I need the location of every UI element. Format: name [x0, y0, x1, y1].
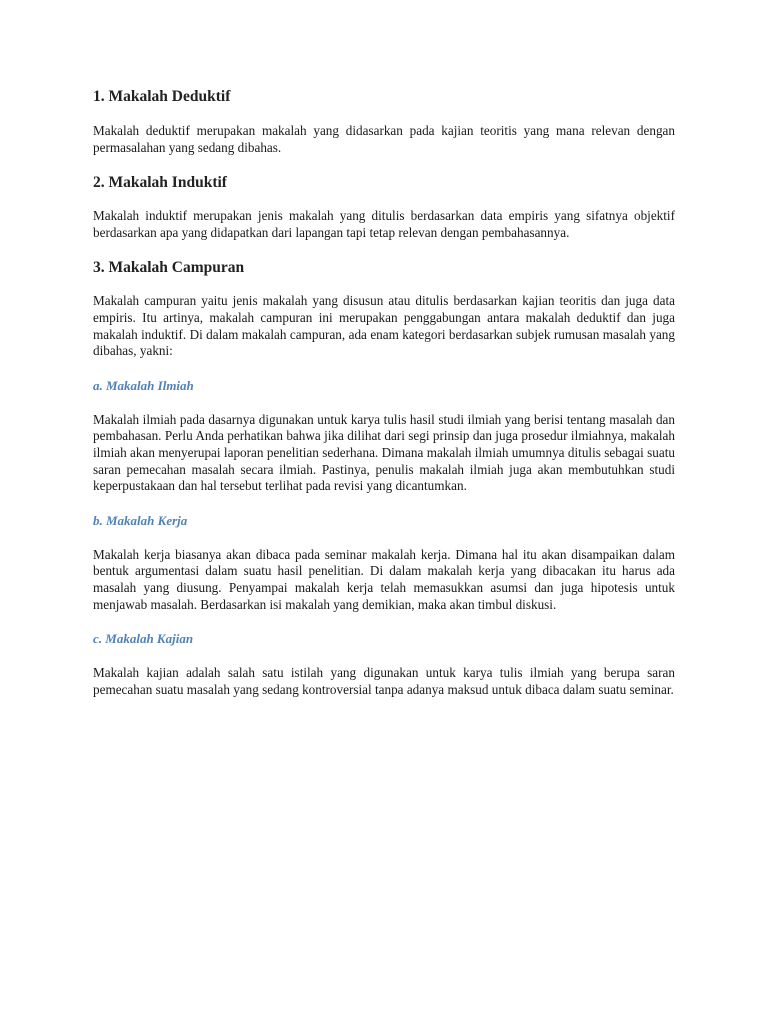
subheading-makalah-kerja: b. Makalah Kerja — [93, 512, 188, 528]
heading-makalah-induktif: 2. Makalah Induktif — [93, 174, 227, 192]
paragraph-makalah-kerja: Makalah kerja biasanya akan dibaca pada seminar makalah kerja. Dimana hal itu akan disampaikan dalam bentuk argumentasi dalam suatu hasil penelitian. Di dalam makalah kerja yang dibacakan itu harus ada masalah yang diusung. Penyampai makalah kerja telah memasukkan asumsi dan juga hipotesis untuk menjawab masalah. Berdasarkan isi makalah yang demikian, maka akan timbul diskusi. — [93, 546, 675, 612]
paragraph-makalah-kajian: Makalah kajian adalah salah satu istilah yang digunakan untuk karya tulis ilmiah yang berupa saran pemecahan suatu masalah yang sedang kontroversial tanpa adanya maksud untuk dibaca dalam suatu seminar. — [93, 665, 675, 697]
subheading-makalah-ilmiah: a. Makalah Ilmiah — [93, 377, 194, 393]
subheading-makalah-kajian: c. Makalah Kajian — [93, 631, 194, 647]
heading-makalah-campuran: 3. Makalah Campuran — [93, 259, 245, 277]
paragraph-makalah-ilmiah: Makalah ilmiah pada dasarnya digunakan untuk karya tulis hasil studi ilmiah yang berisi tentang masalah dan pembahasan. Perlu Anda perhatikan bahwa jika dilihat dari segi prinsip dan juga prosedur ilmiahnya, makalah ilmiah akan menyerupai laporan penelitian sederhana. Dimana makalah ilmiah umumnya ditulis sebagai suatu saran pemecahan masalah secara ilmiah. Pastinya, penulis makalah ilmiah juga akan membutuhkan studi keperpustakaan dan hal tersebut terlihat pada revisi yang dicantumkan. — [93, 411, 675, 494]
paragraph-makalah-induktif: Makalah induktif merupakan jenis makalah yang ditulis berdasarkan data empiris yang sifatnya objektif berdasarkan apa yang didapatkan dari lapangan tapi tetap relevan dengan pembahasannya. — [93, 208, 675, 240]
paragraph-makalah-campuran: Makalah campuran yaitu jenis makalah yang disusun atau ditulis berdasarkan kajian teoritis dan juga data empiris. Itu artinya, makalah campuran ini merupakan penggabungan antara makalah deduktif dan juga makalah induktif. Di dalam makalah campuran, ada enam kategori berdasarkan subjek rumusan masalah yang dibahas, yakni: — [93, 293, 675, 359]
paragraph-makalah-deduktif: Makalah deduktif merupakan makalah yang didasarkan pada kajian teoritis yang mana relevan dengan permasalahan yang sedang dibahas. — [93, 123, 675, 155]
heading-makalah-deduktif: 1. Makalah Deduktif — [93, 88, 231, 105]
